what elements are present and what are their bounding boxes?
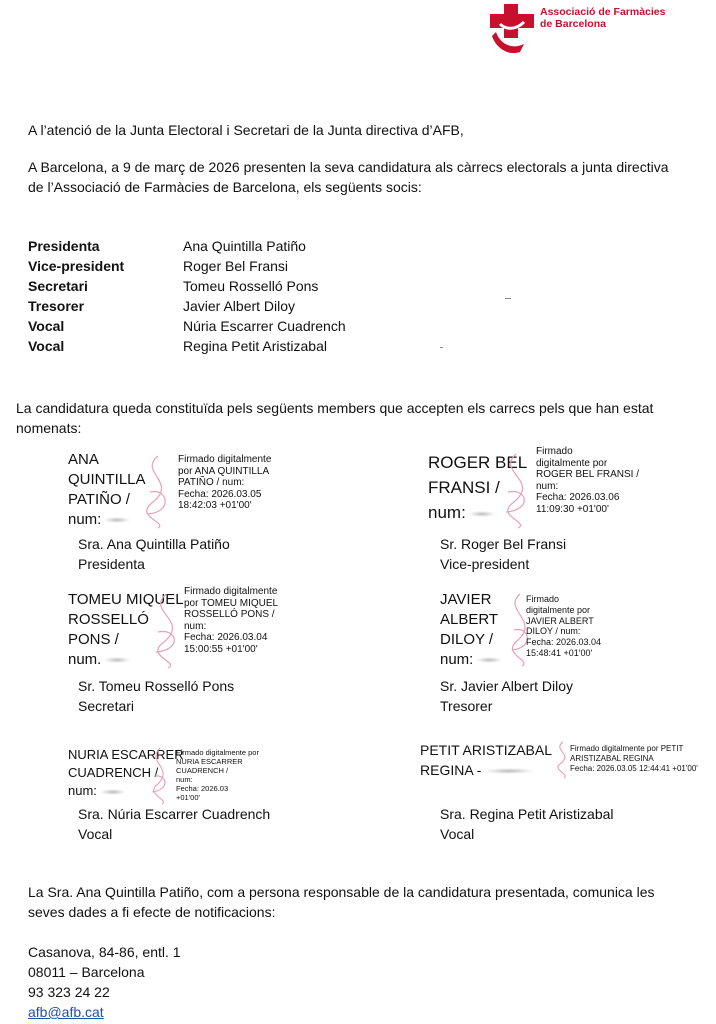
afb-logo: [490, 4, 670, 56]
address-phone: 93 323 24 22: [28, 984, 110, 1000]
stamp-line: DILOY / num:: [526, 626, 581, 637]
board-row: [28, 296, 468, 316]
stamp-line: ROSSELLÓ PONS /: [184, 609, 275, 620]
logo-line-1: Associació de Farmàcies: [540, 6, 666, 18]
stamp-line: por TOMEU MIQUEL: [184, 597, 279, 609]
redacted-number: [100, 789, 126, 795]
stamp-line: Fecha: 2026.03.04: [184, 632, 268, 643]
redacted-number: [484, 768, 534, 774]
signer-name-line: ROSSELLÓ: [68, 611, 149, 628]
board-member-name: Javier Albert Diloy: [183, 298, 296, 314]
stamp-line: Fecha: 2026.03: [176, 784, 229, 793]
scan-mark: [505, 298, 511, 299]
digital-signature-stamp: [178, 454, 271, 512]
signature-block: [440, 590, 700, 716]
signer-caption: [440, 676, 573, 716]
board-row: [28, 236, 468, 256]
stamp-line: 15:00:55 +01'00': [184, 643, 258, 655]
board-role: Secretari: [28, 278, 88, 294]
board-row: [28, 336, 468, 356]
signer-role: Presidenta: [78, 556, 145, 572]
digital-signature-stamp: [570, 744, 698, 774]
board-member-name: Roger Bel Fransi: [183, 258, 289, 274]
stamp-line: 18:42:03 +01'00': [178, 500, 252, 511]
stamp-line: PATIÑO / num:: [178, 477, 245, 488]
signer-full-name: Sr. Javier Albert Diloy: [440, 678, 574, 694]
responsible-statement: La Sra. Ana Quintilla Patiño, com a persona responsable de la candidatura presentada, comunica les seves dades a fi efecte de notificacions:: [28, 884, 655, 920]
stamp-line: Fecha: 2026.03.04: [526, 637, 602, 648]
stamp-line: Fecha: 2026.03.05: [178, 488, 262, 500]
signer-caption: [440, 534, 566, 574]
signer-name-line: CUADRENCH /: [68, 765, 159, 780]
signer-name-line: PETIT ARISTIZABAL: [420, 742, 553, 758]
stamp-line: CUADRENCH /: [176, 766, 229, 775]
logo-text: [540, 6, 665, 30]
candidacy-statement: La candidatura queda constituïda pels següents members que accepten els carrecs pels que han estat nomenats:: [16, 400, 654, 436]
email-link[interactable]: afb@afb.cat: [28, 1004, 104, 1020]
stamp-line: num:: [176, 775, 193, 784]
signer-caption: [78, 804, 270, 844]
stamp-line: Firmado digitalmente por PETIT: [570, 744, 684, 753]
digital-signature-stamp: [184, 586, 278, 655]
signer-name-line: num:: [428, 500, 527, 525]
stamp-line: num:: [536, 480, 559, 492]
signer-name-line: JAVIER: [440, 591, 492, 608]
board-role: Vocal: [28, 338, 65, 354]
logo-line-2: de Barcelona: [540, 18, 606, 30]
signer-name-line: FRANSI /: [428, 478, 500, 497]
signature-block: [428, 446, 698, 576]
stamp-line: Firmado digitalmente: [184, 586, 278, 597]
stamp-line: ROGER BEL FRANSI /: [536, 469, 639, 480]
signer-caption: [78, 534, 230, 574]
stamp-line: Firmado digitalmente por: [176, 748, 259, 757]
signer-caption: [440, 804, 614, 844]
signer-name-line: ROGER BEL: [428, 453, 528, 472]
board-member-name: Ana Quintilla Patiño: [183, 238, 306, 254]
board-member-name: Núria Escarrer Cuadrench: [183, 318, 346, 334]
signature-block: [68, 586, 348, 716]
signer-name-line: num.: [68, 650, 184, 670]
signer-name-line: NURIA ESCARRER: [68, 747, 184, 762]
signer-full-name: Sr. Roger Bel Fransi: [440, 536, 567, 552]
signer-name-line: PONS /: [68, 631, 119, 648]
stamp-line: +01'00': [176, 793, 200, 802]
stamp-line: por ANA QUINTILLA: [178, 465, 270, 477]
scan-mark: [440, 347, 443, 348]
board-row: [28, 276, 468, 296]
board-role: Presidenta: [28, 238, 100, 254]
signature-block: [68, 450, 328, 575]
stamp-line: Fecha: 2026.03.05 12:44:41 +01'00': [570, 764, 698, 773]
signer-caption: [78, 676, 234, 716]
board-row: [28, 256, 468, 276]
signature-block: [68, 746, 348, 846]
digital-signature-stamp: [536, 446, 639, 515]
stamp-line: JAVIER ALBERT: [526, 615, 594, 626]
stamp-line: num:: [184, 620, 207, 632]
signer-role: Vice-president: [440, 556, 530, 572]
redacted-number: [104, 517, 130, 523]
stamp-line: digitalmente por: [526, 604, 591, 615]
digital-signature-stamp: [526, 594, 601, 659]
signer-name-line: num:: [68, 782, 184, 800]
signer-full-name: Sra. Núria Escarrer Cuadrench: [78, 806, 271, 822]
signer-full-name: Sr. Tomeu Rosselló Pons: [78, 678, 235, 694]
board-row: [28, 316, 468, 336]
signer-name: [420, 740, 552, 780]
signer-name-line: DILOY /: [440, 631, 494, 648]
signer-name-line: REGINA -: [420, 760, 552, 780]
intro-paragraph: A Barcelona, a 9 de març de 2026 presenten la seva candidatura als càrrecs electorals a junta directiva de l’Associació de Farmàcies de Barcelona, els següents socis:: [28, 159, 669, 195]
stamp-line: Firmado digitalmente: [178, 454, 272, 465]
signature-block: [420, 740, 716, 846]
salutation: A l’atenció de la Junta Electoral i Secretari de la Junta directiva d’AFB,: [28, 122, 464, 138]
signer-role: Tresorer: [440, 698, 493, 714]
address-city: 08011 – Barcelona: [28, 964, 145, 980]
redacted-number: [104, 657, 130, 663]
board-list: [28, 236, 468, 356]
signer-name-line: ANA: [68, 451, 99, 468]
signer-full-name: Sra. Regina Petit Aristizabal: [440, 806, 614, 822]
digital-signature-stamp: [176, 748, 259, 802]
stamp-line: Fecha: 2026.03.06: [536, 492, 620, 503]
stamp-line: Firmado: [526, 594, 560, 604]
signer-role: Vocal: [78, 826, 113, 842]
board-member-name: Tomeu Rosselló Pons: [183, 278, 319, 294]
stamp-line: ARISTIZABAL REGINA: [570, 754, 654, 763]
contact-address: [28, 942, 328, 1022]
signer-name-line: TOMEU MIQUEL: [68, 591, 184, 608]
signer-name-line: PATIÑO /: [68, 491, 130, 508]
stamp-line: NURIA ESCARRER: [176, 757, 243, 766]
signer-name: [440, 590, 502, 670]
signer-role: Vocal: [440, 826, 475, 842]
stamp-line: Firmado: [536, 446, 573, 457]
signer-name-line: num:: [68, 510, 146, 530]
stamp-line: 15:48:41 +01'00': [526, 647, 593, 658]
stamp-line: 11:09:30 +01'00': [536, 503, 609, 515]
signer-full-name: Sra. Ana Quintilla Patiño: [78, 536, 230, 552]
signature-swirl-icon: [140, 746, 180, 806]
signer-role: Secretari: [78, 698, 135, 714]
board-role: Vice-president: [28, 258, 125, 274]
board-role: Vocal: [28, 318, 65, 334]
board-member-name: Regina Petit Aristizabal: [183, 338, 327, 354]
stamp-line: digitalmente por: [536, 457, 608, 469]
signer-name-line: ALBERT: [440, 611, 499, 628]
signer-name-line: QUINTILLA: [68, 471, 146, 488]
board-role: Tresorer: [28, 298, 85, 314]
afb-cross-logo-icon: [490, 4, 536, 54]
address-street: Casanova, 84-86, entl. 1: [28, 944, 181, 960]
signer-name-line: num:: [440, 650, 502, 670]
